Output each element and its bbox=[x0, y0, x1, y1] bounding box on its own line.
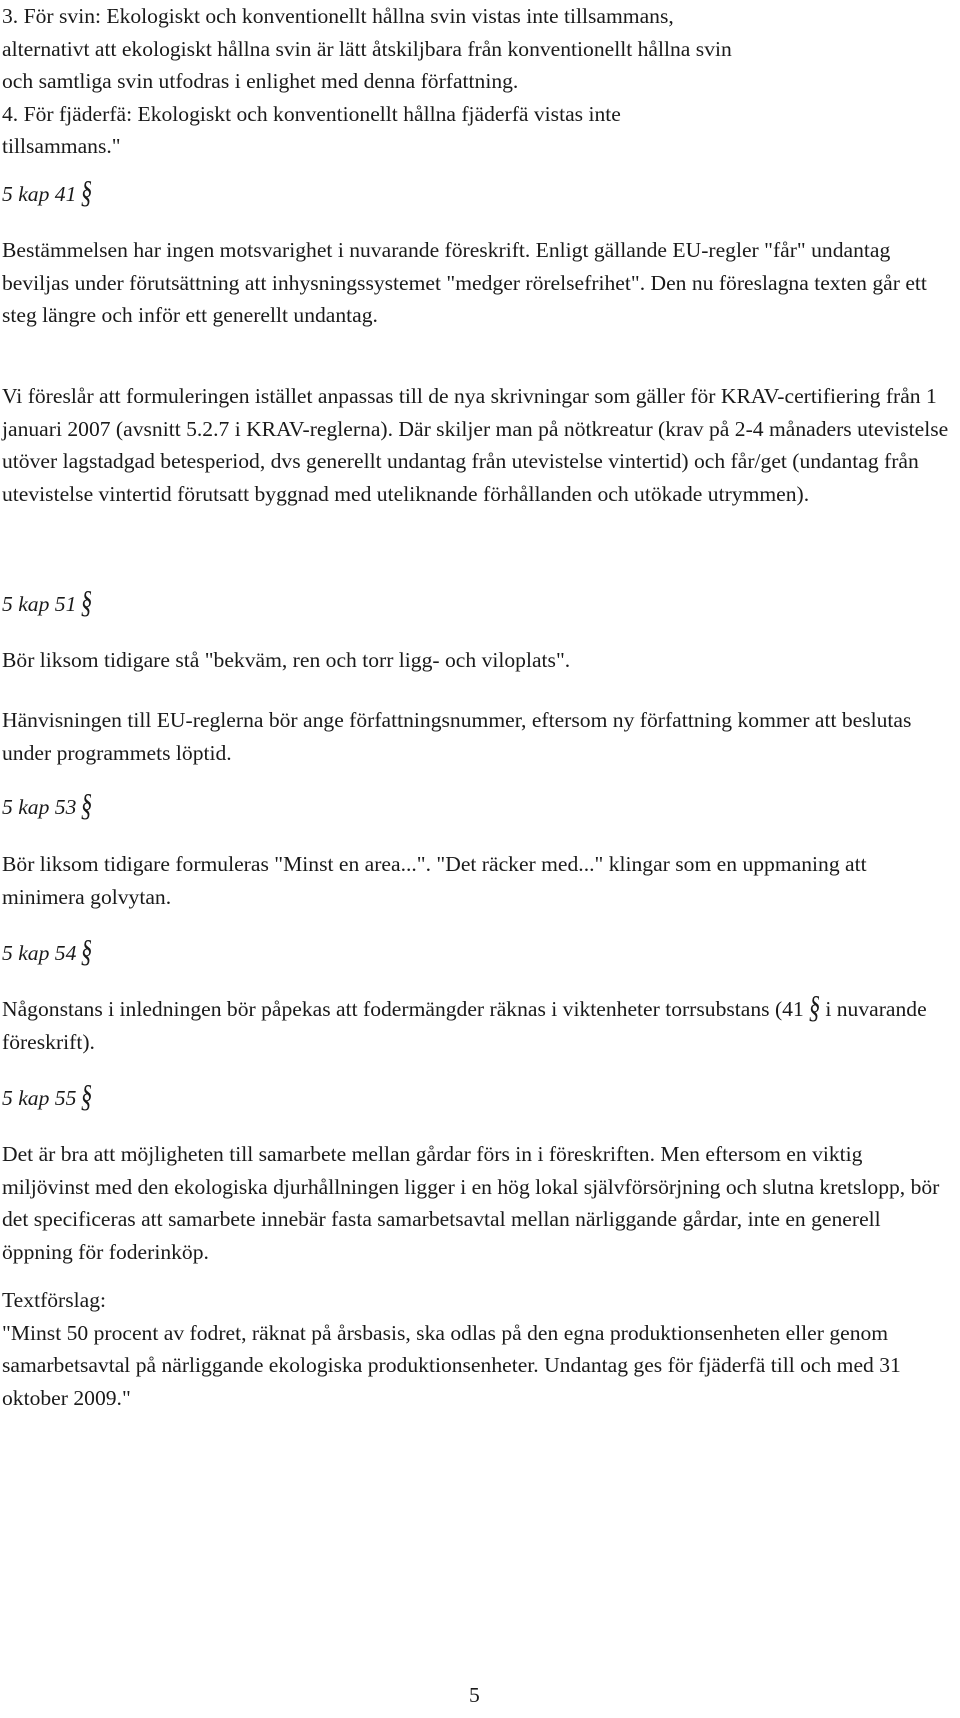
proposal-label: Textförslag: bbox=[2, 1288, 107, 1312]
section-symbol: § bbox=[81, 585, 93, 620]
paragraph: Hänvisningen till EU-reglerna bör ange författningsnummer, eftersom ny författning kommer att beslutas under programmets löptid. bbox=[2, 708, 912, 765]
section-heading-5-kap-53: 5 kap 53 § bbox=[2, 791, 92, 824]
section-heading-5-kap-41: 5 kap 41 § bbox=[2, 178, 92, 211]
section-heading-5-kap-54: 5 kap 54 § bbox=[2, 937, 92, 970]
section-symbol: § bbox=[81, 175, 93, 210]
section-heading-5-kap-51: 5 kap 51 § bbox=[2, 588, 92, 621]
page-number: 5 bbox=[469, 1683, 480, 1707]
intro-line: alternativt att ekologiskt hållna svin är lätt åtskiljbara från konventionellt hållna svin bbox=[2, 36, 732, 61]
paragraph: Någonstans i inledningen bör påpekas att fodermängder räknas i viktenheter torrsubstans (41 § i nuvarande föreskrift). bbox=[2, 993, 952, 1058]
intro-line: och samtliga svin utfodras i enlighet med denna författning. bbox=[2, 69, 519, 93]
intro-line: tillsammans." bbox=[2, 134, 121, 158]
section-symbol: § bbox=[808, 990, 821, 1025]
paragraph: Det är bra att möjligheten till samarbete mellan gårdar förs in i föreskriften. Men eftersom en viktig miljövinst med den ekologiska djurhållningen ligger i en hög lokal självförsörjning och slutna kretslopp, bör det specificeras att samarbete innebär fasta samarbetsavtal mellan närliggande gårdar, inte en generell öppning för foderinköp. bbox=[2, 1142, 940, 1264]
paragraph: Bör liksom tidigare formuleras "Minst en area...". "Det räcker med..." klingar som en uppmaning att minimera golvytan. bbox=[2, 852, 867, 909]
section-symbol: § bbox=[81, 934, 93, 969]
paragraph: Vi föreslår att formuleringen istället anpassas till de nya skrivningar som gäller för KRAV-certifiering från 1 januari 2007 (avsnitt 5.2.7 i KRAV-reglerna). Där skiljer man på nötkreatur (krav på 2-4 månaders utevistelse utöver lagstadgad betesperiod, dvs generellt undantag från utevistelse vintertid) och får/get (undantag från utevistelse vintertid förutsatt byggnad med uteliknande förhållanden och utökade utrymmen). bbox=[2, 384, 949, 506]
intro-line: 4. För fjäderfä: Ekologiskt och konventionellt hållna fjäderfä vistas inte bbox=[2, 101, 621, 126]
section-symbol: § bbox=[81, 788, 93, 823]
intro-paragraph bbox=[2, 0, 952, 163]
paragraph: Bör liksom tidigare stå "bekväm, ren och torr ligg- och viloplats". bbox=[2, 648, 571, 672]
proposal-paragraph bbox=[2, 1284, 952, 1414]
intro-line: 3. För svin: Ekologiskt och konventionellt hållna svin vistas inte tillsammans, bbox=[2, 4, 674, 28]
section-symbol: § bbox=[81, 1079, 93, 1114]
paragraph: Bestämmelsen har ingen motsvarighet i nuvarande föreskrift. Enligt gällande EU-regler "får" undantag beviljas under förutsättning att inhysningssystemet "medger rörelsefrihet". Den nu föreslagna texten går ett steg längre och inför ett generellt undantag. bbox=[2, 238, 927, 327]
proposal-text: "Minst 50 procent av fodret, räknat på årsbasis, ska odlas på den egna produktionsenheten eller genom samarbetsavtal på närliggande ekologiska produktionsenheter. Undantag ges för fjäderfä till och med 31 oktober 2009." bbox=[2, 1320, 901, 1410]
section-heading-5-kap-55: 5 kap 55 § bbox=[2, 1082, 92, 1115]
